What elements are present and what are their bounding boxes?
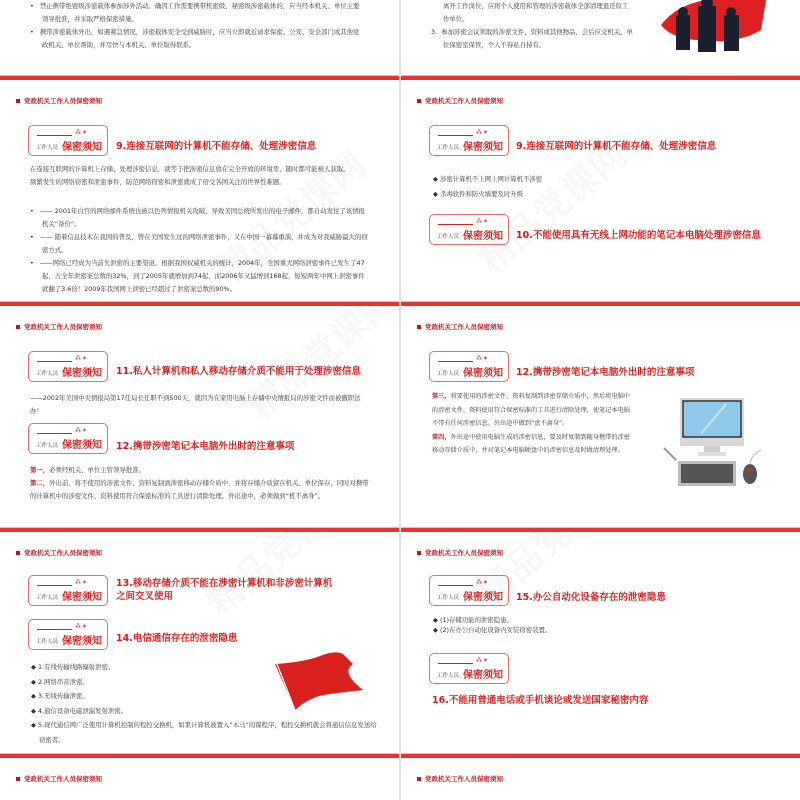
bullet: ◆ 2.网络串音泄密。	[31, 677, 89, 686]
notice-badge: ⁂✶ 工作人员 保密须知	[429, 214, 509, 245]
slide-13-14-left[interactable]	[0, 532, 399, 758]
bullet: ◆ (1)存储功能的泄密隐患。	[433, 616, 513, 624]
bullet: ◆ 涉密计算机不上网上网计算机不涉密	[433, 175, 543, 183]
square-bullet-icon	[417, 99, 421, 103]
bullet-list	[30, 205, 370, 296]
slide-header: 党政机关工作人员保密须知	[417, 774, 503, 783]
slide-title: 10.不能使用具有无线上网功能的笔记本电脑处理涉密信息	[516, 230, 761, 241]
square-bullet-icon	[16, 551, 20, 555]
notice-badge: ⁂✶ 工作人员 保密须知	[429, 653, 509, 684]
bullet: ◆ 3.无线传输泄密。	[31, 692, 89, 700]
slide-partial-bottom-left[interactable]	[0, 758, 399, 800]
slide-partial-bottom-right[interactable]	[401, 758, 800, 800]
slide-title: 16.不能用普通电话或手机谈论或发送国家秘密内容	[432, 695, 649, 706]
slide-text: ——2002年美国中央情报局第17任局长任职不到500天，就因为在家用电脑上存储中央情报局的涉密文件而被撤职法办！	[30, 394, 361, 415]
slide-header: 党政机关工作人员保密须知	[417, 322, 503, 331]
bullet: ◆ (2)在办公自动化设备内安装窃密装置。	[433, 626, 552, 634]
square-bullet-icon	[16, 99, 20, 103]
slide-text	[30, 0, 365, 52]
bullet: • —— 随着信息技术在我国的普及，曾在美国发生过的网络泄密事件，又在中国一幕幕重演，并成为对我威胁最大的窃密方式。	[30, 233, 368, 254]
slide-header: 党政机关工作人员保密须知	[16, 774, 102, 783]
notice-badge: ⁂✶ 工作人员 保密须知	[28, 125, 108, 156]
desktop-computer-icon	[656, 398, 766, 493]
slide-title: 13.移动存储介质不能在涉密计算机和非涉密计算机之间交叉使用	[116, 578, 333, 602]
notice-badge: ⁂✶ 工作人员 保密须知	[429, 125, 509, 156]
slide-title: 14.电信通信存在的泄密隐患	[116, 633, 238, 644]
slide-title: 9.连接互联网的计算机不能存储、处理涉密信息	[116, 141, 317, 152]
slide-header: 党政机关工作人员保密须知	[417, 96, 503, 105]
slide-9-10-right[interactable]	[401, 80, 800, 306]
bullet: • 禁止携带绝密级涉密载体参加涉外活动。确因工作需要携带机密级、秘密级涉密载体的，应当经本机关、单位主要领导批准，并采取严格保密措施。	[30, 2, 360, 23]
slide-text: 第三，将要使用的涉密文件、资料复制到涉密存储介质中，然后将电脑中的涉密文件、资料使用符合保密标准的工具进行清除处理，使笔记本电脑不带有任何涉密信息。外出途中做到“盘不离身”。 第四，外出途中使用电脑生成的涉密信息，要及时复制到随身携带的涉密移动存储介质中，并对笔记本电脑硬盘中的涉密信息及时做清理处理。	[432, 393, 630, 454]
slide-partial-right[interactable]	[401, 0, 800, 80]
bullet: ◆ 杀毒软件和防火墙要及时升级	[433, 190, 524, 198]
bullet: • ——网络已经成为当前失泄密的主要渠道。根据我国权威机关的统计，2004年，全国重大网络泄密事件已发生了47起，占全年泄密案总数的32%，到了2005年就增加到74起，而2006年又猛增到168起，短短两年中网上泄密事件就翻了3.6倍！2009年我国网上泄密已经超过了泄密案总数的90%。	[30, 259, 365, 293]
bullet: • —— 2001年白宫的网络邮件系统也被以色列情报机关攻破，导致美国总统所发出的电子邮件，都自动发往了该情报机关“备份”。	[30, 207, 365, 228]
bullet-list	[433, 615, 733, 635]
slide-header: 党政机关工作人员保密须知	[16, 322, 102, 331]
square-bullet-icon	[16, 325, 20, 329]
slide-title: 9.连接互联网的计算机不能存储、处理涉密信息	[516, 141, 717, 152]
notice-badge: ⁂✶ 工作人员 保密须知	[28, 423, 108, 454]
square-bullet-icon	[417, 325, 421, 329]
square-bullet-icon	[417, 551, 421, 555]
slide-partial-left[interactable]	[0, 0, 399, 80]
notice-badge: ⁂✶ 工作人员 保密须知	[429, 575, 509, 606]
slide-15-16-right[interactable]	[401, 532, 800, 758]
notice-badge: ⁂✶ 工作人员 保密须知	[429, 351, 509, 382]
bullet-list	[433, 172, 733, 202]
slide-11-12-left[interactable]	[0, 306, 399, 532]
notice-badge: ⁂✶ 工作人员 保密须知	[28, 619, 108, 650]
slide-text: 离开工作岗位，应将个人使用和管理的涉密载体全部清理退还原工作单位。	[443, 2, 629, 23]
red-flag-icon	[265, 652, 365, 712]
notice-badge: ⁂✶ 工作人员 保密须知	[28, 575, 108, 606]
slide-title: 11.私人计算机和私人移动存储介质不能用于处理涉密信息	[116, 366, 361, 377]
square-bullet-icon	[417, 777, 421, 781]
numbered-item: 3. 参加涉密会议领取的涉密文件、资料或其他物品，会后应交机关、单位保密室保管，个人不得私自持有。	[431, 28, 633, 49]
saluting-soldiers-icon	[656, 0, 766, 58]
decoration-icon: ⁂✶	[75, 129, 89, 136]
notice-badge: ⁂✶ 工作人员 保密须知	[28, 351, 108, 382]
slide-text: 第一，必须经机关、单位主管领导批准。 第二，外出前，将不使用的涉密文件、资料复制到涉密移动存储介质中，并将存储介质留在机关、单位保存，同时对携带的计算机中的涉密文件、资料使用符合保密标准的工具进行清除处理。外出途中，必须做到“机不离身”。	[30, 466, 369, 500]
bullet: ◆ 1.有线传输线路辐射泄密。	[31, 663, 115, 671]
bullet: • 携带涉密载体外出，如遇紧急情况，涉密载体安全受到威胁时，应当立即就近请求保密、公安、安全部门或其他党政机关、单位帮助，并尽快与本机关、单位取得联系。	[30, 28, 360, 49]
slide-9-left[interactable]	[0, 80, 399, 306]
bullet: ◆ 4.通信设备电磁泄漏发射泄密。	[31, 706, 128, 715]
slide-header: 党政机关工作人员保密须知	[16, 548, 102, 557]
slide-header: 党政机关工作人员保密须知	[16, 96, 102, 105]
slide-title: 12.携带涉密笔记本电脑外出时的注意事项	[516, 367, 695, 378]
slide-text: 在连接互联网的计算机上存储、处理涉密信息，就等于把涉密信息放在完全开放的环境里，随时都可能被人获取。 频繁发生的网络窃密和泄密事件，防范网络窃密和泄密就成了倍受各国关注的世界性难题。	[30, 165, 350, 186]
slide-12-right[interactable]	[401, 306, 800, 532]
square-bullet-icon	[16, 777, 20, 781]
slide-title: 15.办公自动化设备存在的泄密隐患	[516, 592, 666, 603]
slide-title: 12.携带涉密笔记本电脑外出时的注意事项	[116, 441, 295, 452]
slide-header: 党政机关工作人员保密须知	[417, 548, 503, 557]
bullet: ◆ 5.现代通信网广泛使用计算机控制的程控交换机，如果计算机被置入“木马”间谍程序，程控交换机就会将通信信息发送给窃密者。	[31, 721, 377, 744]
